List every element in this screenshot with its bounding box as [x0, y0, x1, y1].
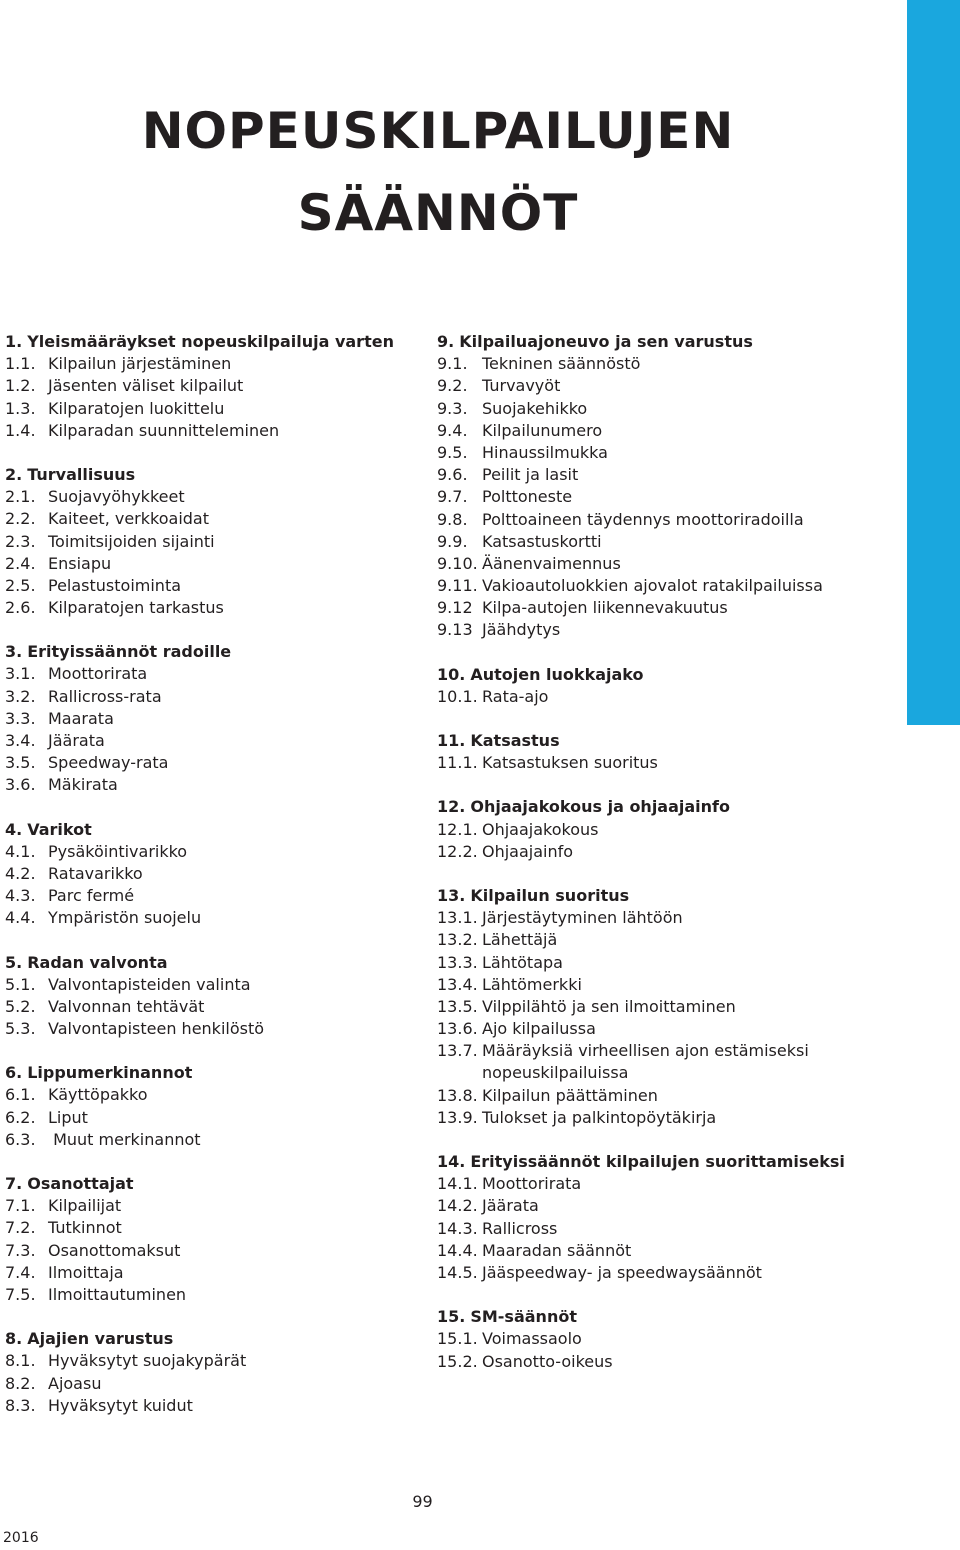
toc-section: [437, 796, 907, 863]
toc-item: [437, 553, 907, 575]
toc-item: [437, 420, 907, 442]
item-number: 13.6.: [437, 1019, 478, 1039]
section-heading: [5, 464, 405, 486]
section-number: 7.: [5, 1174, 23, 1193]
item-number: 1.2.: [5, 376, 36, 396]
section-heading: [437, 664, 907, 686]
section-title: Kilpailuajoneuvo ja sen varustus: [459, 332, 753, 351]
item-number: 2.5.: [5, 575, 36, 595]
section-number: 14.: [437, 1152, 466, 1171]
toc-item: [437, 1085, 907, 1107]
toc-section: [437, 730, 907, 774]
item-label: Vakioautoluokkien ajovalot ratakilpailuissa: [482, 576, 823, 596]
item-number: 5.3.: [5, 1019, 36, 1039]
toc-item: [437, 398, 907, 420]
toc-section: [5, 464, 405, 619]
toc-item: [437, 841, 907, 863]
toc-item: [5, 508, 405, 530]
section-heading: [5, 952, 405, 974]
toc-item: [437, 907, 907, 929]
section-title: Ohjaajakokous ja ohjaajainfo: [470, 797, 731, 817]
item-label: Pelastustoiminta: [48, 575, 182, 595]
toc-item: [437, 375, 907, 397]
item-label: Lähtötapa: [482, 952, 563, 972]
toc-item: [437, 1040, 907, 1062]
toc-item: [5, 974, 405, 996]
toc-item: [5, 553, 405, 575]
item-number: 9.11.: [437, 576, 478, 596]
item-number: 14.1.: [437, 1174, 478, 1194]
item-label: Kilpa-autojen liikennevakuutus: [482, 598, 728, 618]
section-title: Autojen luokkajako: [470, 664, 644, 684]
section-number: 11.: [437, 731, 466, 750]
item-label: Polttoaineen täydennys moottoriradoilla: [482, 509, 804, 529]
item-label: Muut merkinannot: [48, 1129, 201, 1149]
item-number: 3.5.: [5, 753, 36, 773]
section-heading: [437, 331, 907, 353]
item-label: Ympäristön suojelu: [48, 908, 202, 928]
item-number: 7.5.: [5, 1284, 36, 1304]
item-label: Jäärata: [482, 1196, 539, 1216]
item-label: Valvontapisteiden valinta: [48, 974, 251, 994]
item-label: Jäärata: [48, 731, 105, 750]
item-number: 6.2.: [5, 1107, 36, 1127]
section-heading: [5, 819, 405, 841]
item-number: 9.10.: [437, 553, 478, 573]
item-number: 13.8.: [437, 1085, 478, 1105]
toc-item: [437, 1195, 907, 1217]
item-label: Järjestäytyminen lähtöön: [482, 908, 683, 928]
item-number: 3.3.: [5, 708, 36, 728]
toc-item: [5, 1373, 405, 1395]
item-number: 13.1.: [437, 908, 478, 928]
toc-item: [437, 1173, 907, 1195]
item-number: 5.2.: [5, 996, 36, 1016]
section-title: Radan valvonta: [27, 952, 168, 972]
item-label: Ohjaajakokous: [482, 819, 599, 839]
item-label: Hinaussilmukka: [482, 442, 608, 462]
toc-section: [437, 1151, 907, 1284]
toc-right-column: [437, 331, 907, 1395]
item-label: Kilpailijat: [48, 1196, 122, 1216]
section-number: 2.: [5, 464, 23, 484]
item-label: Valvontapisteen henkilöstö: [48, 1019, 265, 1039]
item-number: 6.1.: [5, 1085, 36, 1105]
item-number: 4.2.: [5, 863, 36, 883]
section-heading: [5, 331, 405, 353]
toc-item: [5, 863, 405, 885]
section-title: Varikot: [27, 819, 92, 839]
item-number: 9.2.: [437, 376, 468, 396]
toc-item: [437, 1328, 907, 1350]
toc-item: [5, 1395, 405, 1417]
section-number: 1.: [5, 332, 23, 351]
toc-item: [437, 929, 907, 951]
toc-item: [437, 1107, 907, 1129]
page-number: 99: [412, 1492, 433, 1511]
toc-section: [5, 331, 405, 442]
item-label: Kilparadan suunnitteleminen: [48, 420, 280, 440]
item-number: 8.2.: [5, 1373, 36, 1393]
item-number: 11.1.: [437, 753, 478, 773]
section-title: Katsastus: [470, 731, 560, 750]
item-label: Kilpailun päättäminen: [482, 1085, 658, 1105]
item-label: Tutkinnot: [48, 1218, 122, 1238]
section-number: 3.: [5, 642, 23, 662]
toc-item: [5, 730, 405, 752]
item-label: Osanottomaksut: [48, 1240, 181, 1260]
item-number: 12.1.: [437, 819, 478, 839]
section-heading: [437, 1151, 907, 1173]
item-label: Kaiteet, verkkoaidat: [48, 509, 209, 529]
toc-item: [437, 1240, 907, 1262]
item-label: Mäkirata: [48, 775, 118, 795]
item-label: Kilparatojen tarkastus: [48, 598, 224, 618]
toc-item: [5, 1240, 405, 1262]
toc-item: [437, 686, 907, 708]
item-number: 13.3.: [437, 952, 478, 972]
toc-item: [5, 1350, 405, 1372]
item-label: Osanotto-oikeus: [482, 1351, 613, 1371]
toc-item: [5, 885, 405, 907]
item-number: 9.8.: [437, 509, 468, 529]
item-number: 4.1.: [5, 841, 36, 861]
section-heading: [5, 1062, 405, 1084]
section-number: 5.: [5, 952, 23, 972]
toc-section: [437, 664, 907, 708]
item-number: 7.4.: [5, 1262, 36, 1282]
item-label: Peilit ja lasit: [482, 465, 579, 485]
item-label: Katsastuksen suoritus: [482, 753, 658, 773]
item-number: 5.1.: [5, 974, 36, 994]
toc-item: [5, 1107, 405, 1129]
item-number: 9.7.: [437, 487, 468, 507]
item-label: Turvavyöt: [482, 376, 561, 396]
item-label: Katsastuskortti: [482, 531, 602, 551]
section-heading: [437, 796, 907, 818]
toc-item: [437, 996, 907, 1018]
item-label: Ohjaajainfo: [482, 841, 574, 861]
toc-item: [5, 420, 405, 442]
section-title: Turvallisuus: [27, 464, 136, 484]
item-number: 3.6.: [5, 775, 36, 795]
item-number: 3.4.: [5, 731, 36, 750]
item-number: 4.3.: [5, 886, 36, 906]
item-label: Valvonnan tehtävät: [48, 996, 205, 1016]
item-number: 7.3.: [5, 1240, 36, 1260]
toc-section: [437, 885, 907, 1129]
item-number: 12.2.: [437, 841, 478, 861]
toc-item: [437, 952, 907, 974]
toc-section: [437, 331, 907, 642]
toc-section: [5, 1173, 405, 1306]
toc-item: [437, 974, 907, 996]
section-number: 15.: [437, 1307, 466, 1327]
section-number: 12.: [437, 797, 466, 817]
item-label: Määräyksiä virheellisen ajon estämiseksi: [482, 1041, 809, 1061]
toc-section: [5, 1062, 405, 1151]
toc-item: [5, 531, 405, 553]
item-label: Pysäköintivarikko: [48, 841, 188, 861]
item-number: 1.4.: [5, 420, 36, 440]
toc-item: [5, 1018, 405, 1040]
item-number: 14.2.: [437, 1196, 478, 1216]
item-label: Maaradan säännöt: [482, 1240, 632, 1260]
toc-item-continuation: [437, 1062, 907, 1084]
item-label: Jääspeedway- ja speedwaysäännöt: [482, 1262, 762, 1282]
toc-item: [437, 1018, 907, 1040]
item-label: Toimitsijoiden sijainti: [48, 531, 215, 551]
toc-item: [5, 398, 405, 420]
toc-item: [5, 1284, 405, 1306]
item-label: Kilparatojen luokittelu: [48, 398, 225, 418]
item-number: 10.1.: [437, 686, 478, 706]
item-number: 13.2.: [437, 930, 478, 950]
item-number: 2.6.: [5, 598, 36, 618]
toc-item: [5, 996, 405, 1018]
toc-item: [437, 464, 907, 486]
toc-item: [5, 1217, 405, 1239]
item-number: 7.1.: [5, 1196, 36, 1216]
section-heading: [5, 1328, 405, 1350]
toc-item: [5, 1195, 405, 1217]
item-number: 7.2.: [5, 1218, 36, 1238]
item-label: Rallicross: [482, 1218, 558, 1238]
item-label: Liput: [48, 1107, 88, 1127]
item-label: Kilpailun järjestäminen: [48, 354, 232, 374]
item-label: Ensiapu: [48, 553, 112, 573]
toc-item: [5, 1262, 405, 1284]
item-number: 3.2.: [5, 686, 36, 706]
toc-section: [5, 1328, 405, 1417]
section-number: 6.: [5, 1063, 23, 1083]
toc-section: [5, 641, 405, 796]
item-number: 13.7.: [437, 1041, 478, 1061]
toc-item: [5, 774, 405, 796]
item-number: 9.6.: [437, 465, 468, 485]
toc-item: [437, 819, 907, 841]
item-number: 13.5.: [437, 996, 478, 1016]
item-label: Moottorirata: [482, 1174, 582, 1194]
item-label: Lähtömerkki: [482, 974, 582, 994]
item-label: Lähettäjä: [482, 930, 558, 950]
toc-item: [5, 1084, 405, 1106]
toc-item: [5, 907, 405, 929]
section-title: SM-säännöt: [470, 1307, 577, 1327]
item-label: Hyväksytyt suojakypärät: [48, 1351, 247, 1371]
section-title: Erityissäännöt radoille: [27, 642, 232, 662]
toc-item: [437, 619, 907, 641]
item-number: 4.4.: [5, 908, 36, 928]
toc-item: [5, 841, 405, 863]
toc-item: [5, 597, 405, 619]
item-label: Maarata: [48, 708, 114, 728]
item-number: 8.3.: [5, 1395, 36, 1415]
toc-item: [437, 1262, 907, 1284]
section-title: Kilpailun suoritus: [470, 885, 630, 905]
toc-item: [5, 752, 405, 774]
section-number: 13.: [437, 885, 466, 905]
section-title: Osanottajat: [27, 1174, 134, 1193]
item-label: Äänenvaimennus: [482, 553, 621, 573]
item-label: Polttoneste: [482, 487, 573, 507]
toc-item: [5, 375, 405, 397]
section-title: Yleismääräykset nopeuskilpailuja varten: [27, 332, 394, 351]
toc-item: [5, 486, 405, 508]
item-label: Ajo kilpailussa: [482, 1019, 596, 1039]
toc-item: [5, 575, 405, 597]
section-number: 4.: [5, 819, 23, 839]
section-number: 10.: [437, 664, 466, 684]
item-number: 2.2.: [5, 509, 36, 529]
item-label: Ilmoittaja: [48, 1262, 124, 1282]
item-label: Vilppilähtö ja sen ilmoittaminen: [482, 996, 736, 1016]
item-label: Käyttöpakko: [48, 1085, 148, 1105]
toc-section: [437, 1306, 907, 1373]
item-number: 9.5.: [437, 442, 468, 462]
toc-item: [437, 575, 907, 597]
item-label: Ratavarikko: [48, 863, 143, 883]
item-number: 9.1.: [437, 354, 468, 374]
section-title: Ajajien varustus: [27, 1329, 174, 1349]
section-heading: [5, 1173, 405, 1195]
toc-item: [437, 509, 907, 531]
toc-item: [437, 353, 907, 375]
toc-item: [5, 663, 405, 685]
section-title: Lippumerkinannot: [27, 1063, 193, 1083]
item-number: 13.4.: [437, 974, 478, 994]
item-label: Speedway-rata: [48, 753, 169, 773]
toc-item: [437, 752, 907, 774]
item-number: 2.3.: [5, 531, 36, 551]
page-title-line-2: SÄÄNNÖT: [297, 184, 579, 242]
publication-year: 2016: [3, 1530, 39, 1546]
toc-item: [5, 1129, 405, 1151]
item-label: Ajoasu: [48, 1373, 102, 1393]
item-label: Jäsenten väliset kilpailut: [48, 376, 244, 396]
item-label: Hyväksytyt kuidut: [48, 1395, 193, 1415]
section-number: 9.: [437, 332, 455, 351]
item-number: 9.13: [437, 620, 473, 640]
section-heading: [437, 885, 907, 907]
item-label-continuation: nopeuskilpailuissa: [482, 1063, 629, 1083]
item-number: 1.3.: [5, 398, 36, 418]
toc-section: [5, 819, 405, 930]
section-heading: [5, 641, 405, 663]
toc-item: [437, 1218, 907, 1240]
item-label: Tulokset ja palkintopöytäkirja: [482, 1107, 717, 1127]
item-number: 3.1.: [5, 664, 36, 684]
toc-item: [437, 486, 907, 508]
section-heading: [437, 730, 907, 752]
item-number: 14.3.: [437, 1218, 478, 1238]
item-label: Suojavyöhykkeet: [48, 487, 185, 507]
toc-item: [437, 597, 907, 619]
item-number: 14.5.: [437, 1262, 478, 1282]
item-label: Ilmoittautuminen: [48, 1284, 187, 1304]
toc-item: [437, 442, 907, 464]
item-label: Voimassaolo: [482, 1329, 582, 1349]
item-number: 9.9.: [437, 531, 468, 551]
item-number: 15.1.: [437, 1329, 478, 1349]
item-label: Kilpailunumero: [482, 420, 603, 440]
item-label: Tekninen säännöstö: [482, 354, 641, 374]
item-number: 2.1.: [5, 487, 36, 507]
section-number: 8.: [5, 1329, 23, 1349]
toc-item: [5, 353, 405, 375]
item-number: 9.3.: [437, 398, 468, 418]
section-title: Erityissäännöt kilpailujen suorittamiseksi: [470, 1152, 845, 1171]
toc-left-column: [5, 331, 405, 1439]
item-number: 1.1.: [5, 354, 36, 374]
item-label: Jäähdytys: [482, 620, 561, 640]
item-number: 6.3.: [5, 1129, 36, 1149]
item-number: 13.9.: [437, 1107, 478, 1127]
item-number: 2.4.: [5, 553, 36, 573]
item-label: Rallicross-rata: [48, 686, 162, 706]
item-number: 8.1.: [5, 1351, 36, 1371]
item-number: 14.4.: [437, 1240, 478, 1260]
toc-item: [5, 686, 405, 708]
toc-item: [437, 531, 907, 553]
item-number: 15.2.: [437, 1351, 478, 1371]
item-number: 9.4.: [437, 420, 468, 440]
item-label: Rata-ajo: [482, 686, 549, 706]
item-label: Parc fermé: [48, 886, 135, 906]
item-label: Moottorirata: [48, 664, 148, 684]
toc-item: [437, 1351, 907, 1373]
toc-item: [5, 708, 405, 730]
item-number: 9.12: [437, 598, 473, 618]
section-heading: [437, 1306, 907, 1328]
item-label: Suojakehikko: [482, 398, 588, 418]
toc-section: [5, 952, 405, 1041]
page-title-line-1: NOPEUSKILPAILUJEN: [141, 102, 735, 160]
